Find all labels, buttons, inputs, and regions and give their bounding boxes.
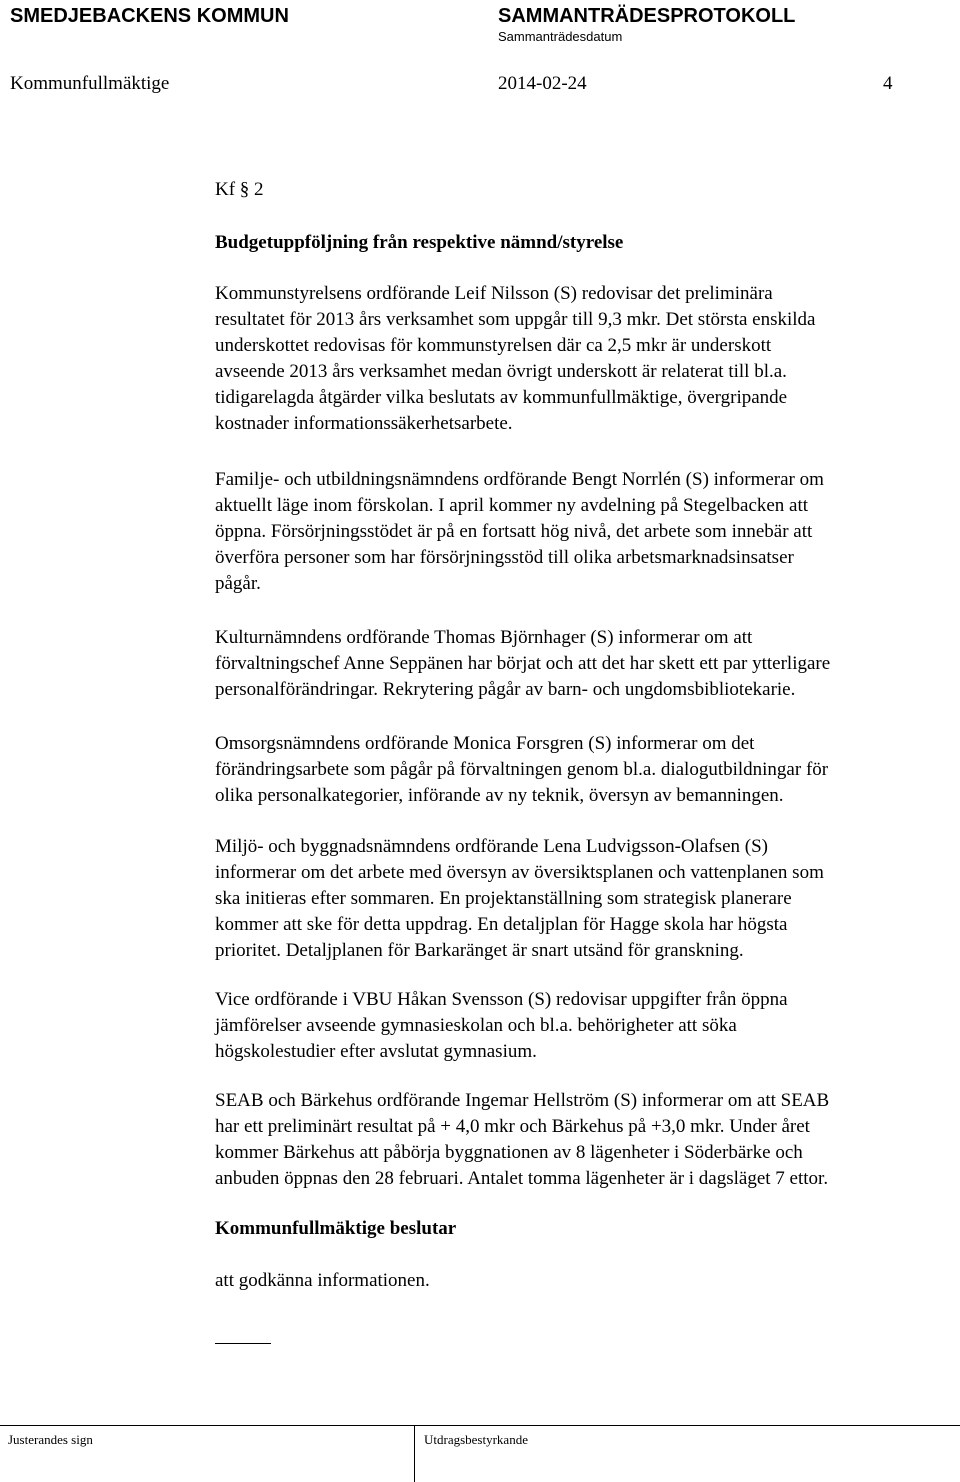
paragraph-line: Kulturnämndens ordförande Thomas Björnhager (S) informerar om att [215, 627, 753, 648]
paragraph-line: personalförändringar. Rekrytering pågår av barn- och ungdomsbibliotekarie. [215, 679, 796, 700]
paragraph-line: Kommunstyrelsens ordförande Leif Nilsson (S) redovisar det preliminära [215, 283, 773, 304]
paragraph-line: högskolestudier efter avslutat gymnasium. [215, 1041, 537, 1062]
paragraph-line: Familje- och utbildningsnämndens ordförande Bengt Norrlén (S) informerar om [215, 469, 824, 490]
paragraph-line: kostnader informationssäkerhetsarbete. [215, 413, 513, 434]
meeting-date: 2014-02-24 [498, 73, 587, 94]
paragraph-line: Omsorgsnämndens ordförande Monica Forsgren (S) informerar om det [215, 733, 755, 754]
section-title: Budgetuppföljning från respektive nämnd/styrelse [215, 232, 624, 253]
paragraph-line: öppna. Försörjningsstödet är på en fortsatt hög nivå, det arbete som innebär att [215, 521, 813, 542]
paragraph-line: ska initieras efter sommaren. En projektanställning som strategisk planerare [215, 888, 792, 909]
paragraph-line: har ett preliminärt resultat på + 4,0 mkr och Bärkehus på +3,0 mkr. Under året [215, 1116, 810, 1137]
paragraph-line: resultatet för 2013 års verksamhet som uppgår till 9,3 mkr. Det största enskilda [215, 309, 816, 330]
paragraph-line: kommer att ske för detta uppdrag. En detaljplan för Hagge skola har högsta [215, 914, 788, 935]
meeting-date-label: Sammanträdesdatum [498, 29, 623, 44]
paragraph-line: pågår. [215, 573, 261, 594]
organization-name: SMEDJEBACKENS KOMMUN [10, 5, 289, 27]
paragraph-line: SEAB och Bärkehus ordförande Ingemar Hellström (S) informerar om att SEAB [215, 1090, 830, 1111]
report-seab-barkehus [215, 1088, 960, 1192]
footer-divider [0, 1425, 960, 1426]
paragraph-line: överföra personer som har försörjningsstöd till olika arbetsmarknadsinsatser [215, 547, 794, 568]
paragraph-line: olika personalkategorier, införande av ny teknik, översyn av bemanningen. [215, 785, 784, 806]
footer-extract-label: Utdragsbestyrkande [424, 1432, 528, 1447]
report-miljo-bygg [215, 834, 960, 964]
decision-heading: Kommunfullmäktige beslutar [215, 1218, 457, 1239]
paragraph-line: jämförelser avseende gymnasieskolan och bl.a. behörigheter att söka [215, 1015, 737, 1036]
paragraph-line: prioritet. Detaljplanen för Barkaränget är snart utsänd för granskning. [215, 940, 744, 961]
report-ks [215, 281, 960, 437]
paragraph-number: Kf § 2 [215, 179, 264, 200]
report-omsorg [215, 731, 960, 809]
paragraph-line: avseende 2013 års verksamhet medan övrigt underskott är relaterat till bl.a. [215, 361, 787, 382]
paragraph-line: underskottet redovisas för kommunstyrelsen där ca 2,5 mkr är underskott [215, 335, 772, 356]
report-fun [215, 467, 960, 597]
meeting-body: Kommunfullmäktige [10, 73, 170, 94]
page-number: 4 [883, 73, 893, 94]
signature-rule [215, 1343, 271, 1344]
paragraph-line: anbuden öppnas den 28 februari. Antalet tomma lägenheter är i dagsläget 7 ettor. [215, 1168, 829, 1189]
report-kultur [215, 625, 960, 703]
paragraph-line: aktuellt läge inom förskolan. I april kommer ny avdelning på Stegelbacken att [215, 495, 809, 516]
paragraph-line: Miljö- och byggnadsnämndens ordförande Lena Ludvigsson-Olafsen (S) [215, 836, 768, 857]
footer-column-divider [414, 1425, 415, 1482]
paragraph-line: informerar om det arbete med översyn av översiktsplanen och vattenplanen som [215, 862, 824, 883]
paragraph-line: Vice ordförande i VBU Håkan Svensson (S) redovisar uppgifter från öppna [215, 989, 788, 1010]
decision-text: att godkänna informationen. [215, 1270, 430, 1291]
document-type: SAMMANTRÄDESPROTOKOLL [498, 5, 796, 27]
paragraph-line: tidigarelagda åtgärder vilka beslutats av kommunfullmäktige, övergripande [215, 387, 788, 408]
paragraph-line: förändringsarbete som pågår på förvaltningen genom bl.a. dialogutbildningar för [215, 759, 829, 780]
footer-sign-label: Justerandes sign [8, 1432, 93, 1447]
paragraph-line: kommer Bärkehus att påbörja byggnationen av 8 lägenheter i Söderbärke och [215, 1142, 803, 1163]
paragraph-line: förvaltningschef Anne Seppänen har börjat och att det har skett ett par ytterligare [215, 653, 831, 674]
report-vbu [215, 987, 960, 1065]
